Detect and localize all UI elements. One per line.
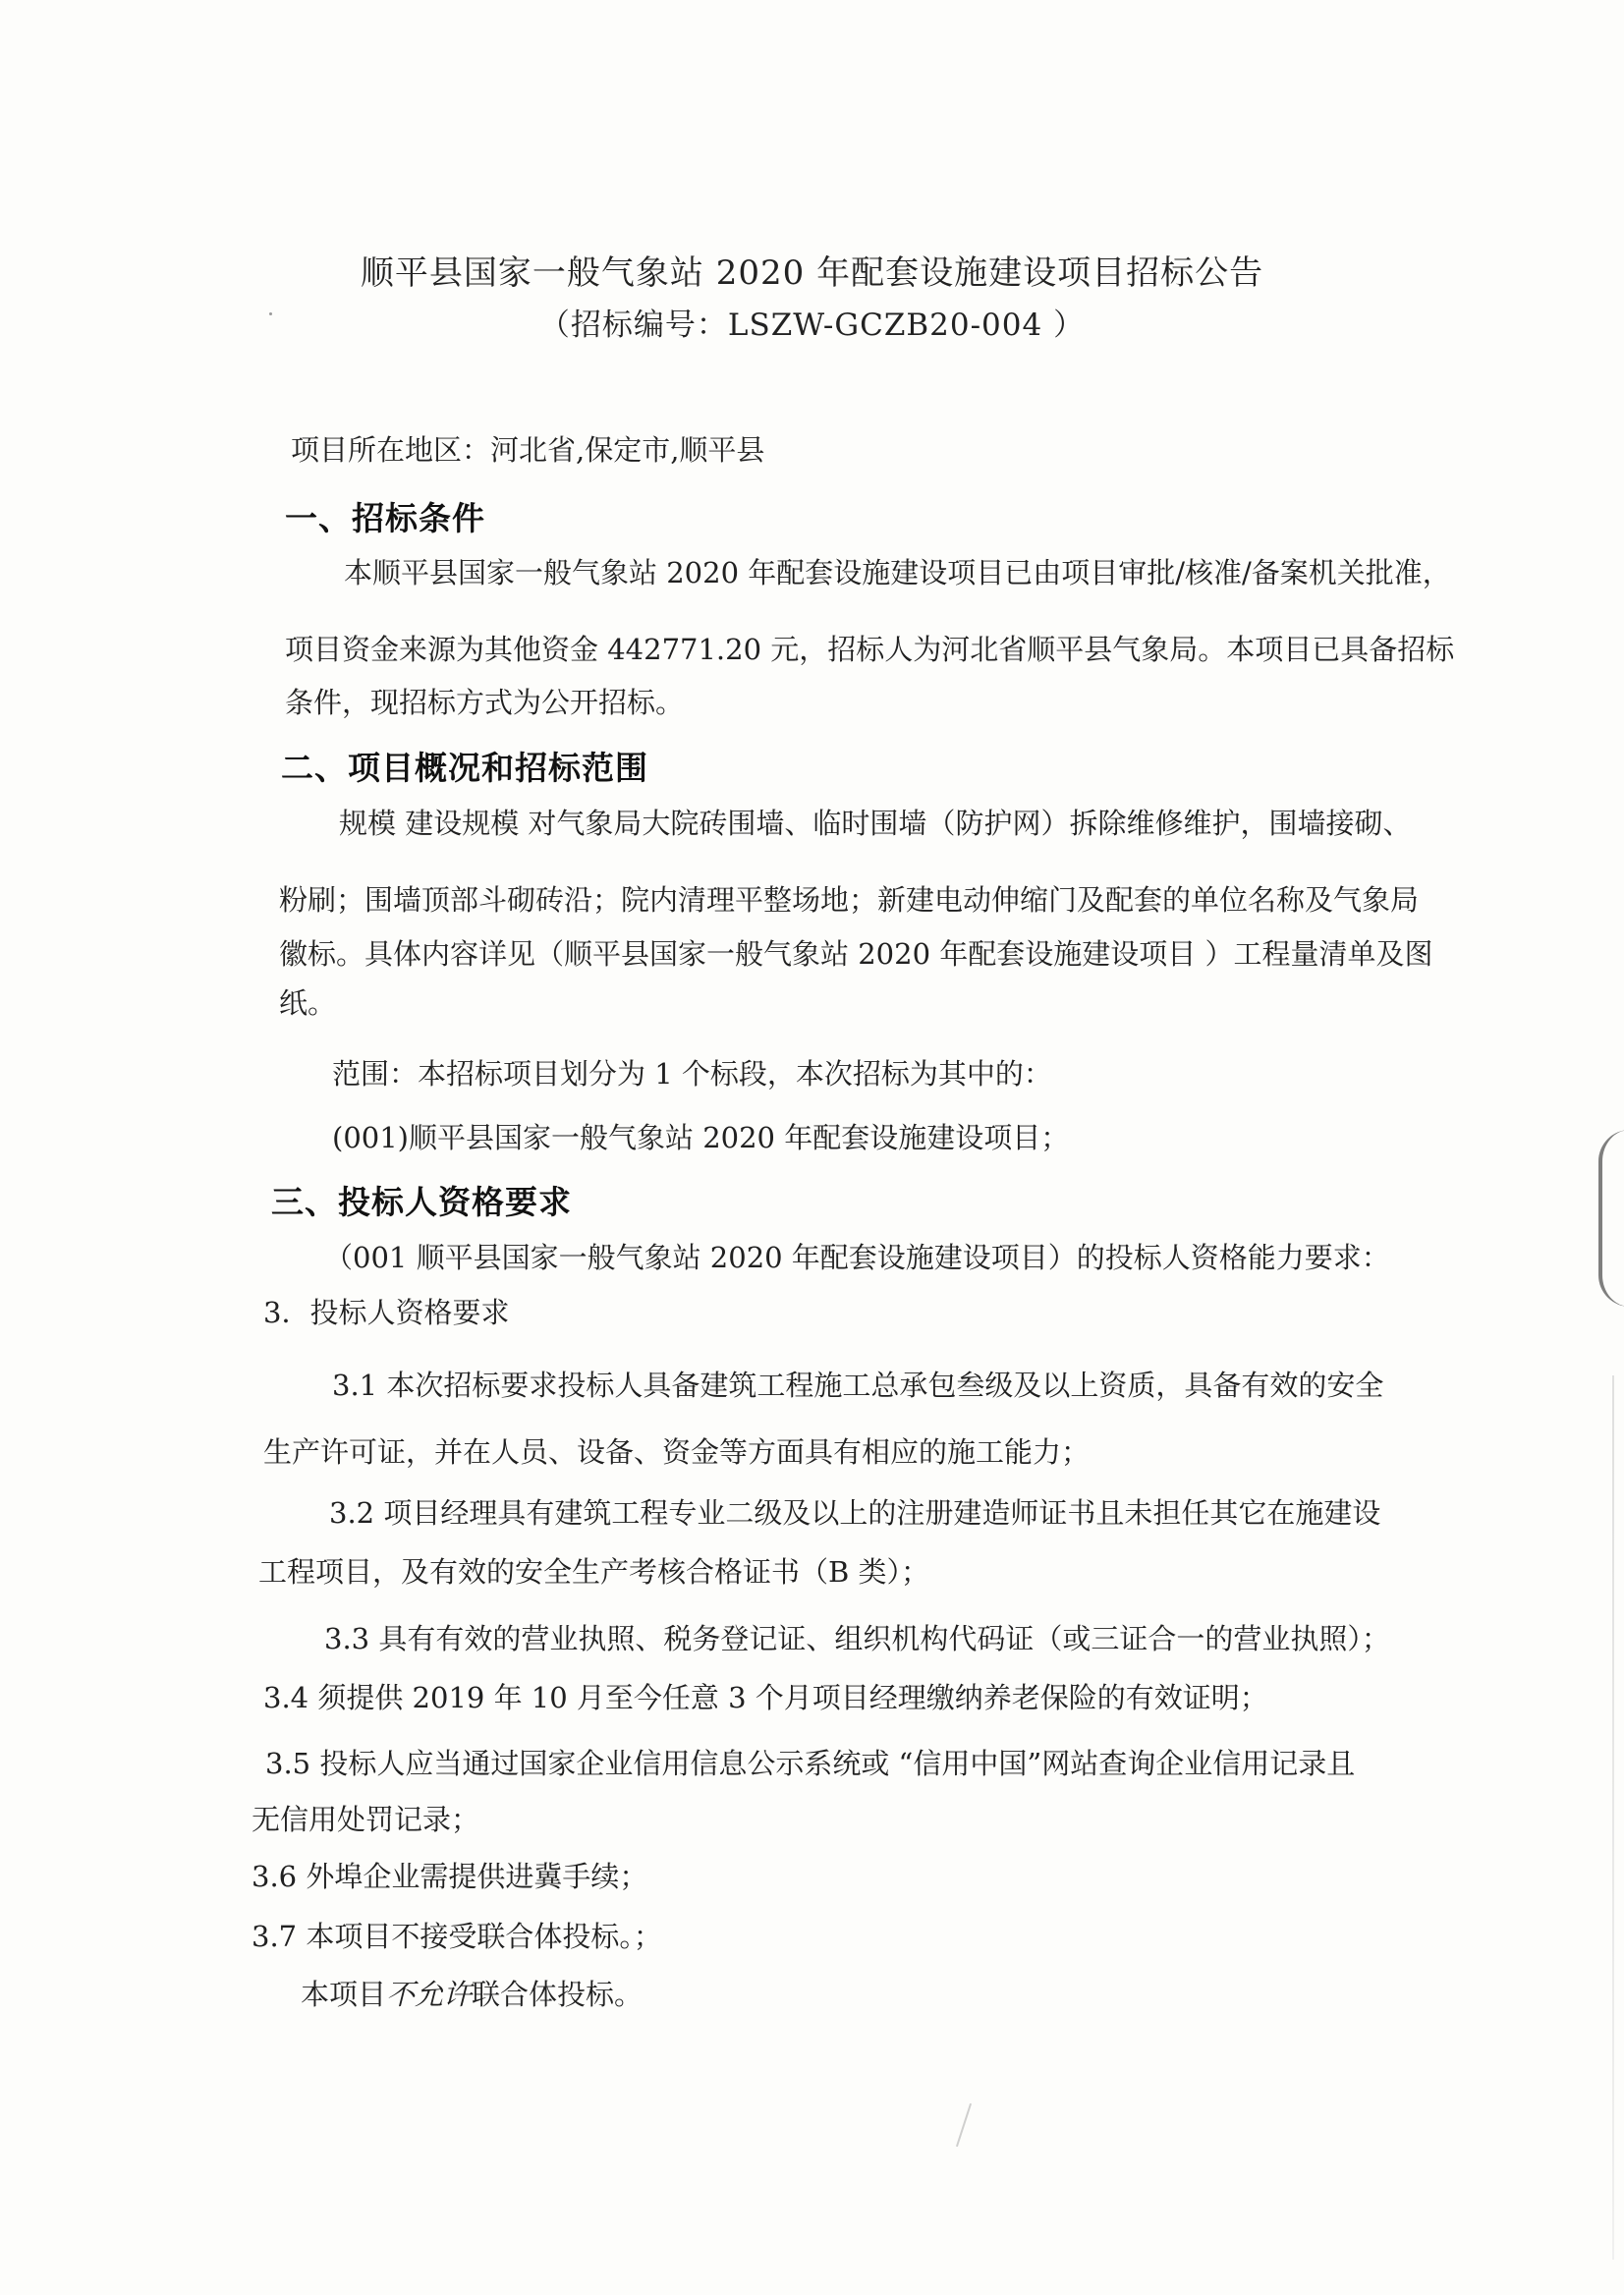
- requirement-3-1-a: 3.1 本次招标要求投标人具备建筑工程施工总承包叁级及以上资质，具备有效的安全: [332, 1369, 1384, 1402]
- section2-line-2: 粉刷；围墙顶部斗砌砖沿；院内清理平整场地；新建电动伸缩门及配套的单位名称及气象局: [279, 883, 1420, 917]
- requirement-3-1-b: 生产许可证，并在人员、设备、资金等方面具有相应的施工能力；: [263, 1435, 1091, 1469]
- requirement-3-2-a: 3.2 项目经理具有建筑工程专业二级及以上的注册建造师证书且未担任其它在施建设: [329, 1496, 1381, 1530]
- consortium-not-allowed: 不允许: [386, 1978, 473, 2011]
- consortium-prefix: 本项目: [301, 1978, 387, 2011]
- tender-code: （招标编号：LSZW-GCZB20-004 ）: [538, 308, 1086, 343]
- section2-item: (001)顺平县国家一般气象站 2020 年配套设施建设项目；: [332, 1121, 1070, 1154]
- requirement-3-4: 3.4 须提供 2019 年 10 月至今任意 3 个月项目经理缴纳养老保险的有效证明；: [263, 1681, 1268, 1714]
- scan-speck: [269, 312, 272, 315]
- requirement-3-5-b: 无信用处罚记录；: [252, 1803, 480, 1836]
- requirement-3-2-b: 工程项目，及有效的安全生产考核合格证书（B 类）；: [258, 1555, 930, 1589]
- section1-line-3: 条件，现招标方式为公开招标。: [285, 686, 685, 719]
- requirement-3-6: 3.6 外埠企业需提供进冀手续；: [252, 1860, 648, 1893]
- section2-line-3: 徽标。具体内容详见（顺平县国家一般气象站 2020 年配套设施建设项目 ）工程量清单及图: [279, 937, 1433, 971]
- binding-hole-mark: [1598, 1130, 1624, 1307]
- section3-intro: （001 顺平县国家一般气象站 2020 年配套设施建设项目）的投标人资格能力要求：: [324, 1241, 1390, 1274]
- section1-heading: 一、招标条件: [285, 499, 485, 537]
- section2-heading: 二、项目概况和招标范围: [281, 749, 648, 787]
- section1-line-1: 本顺平县国家一般气象站 2020 年配套设施建设项目已由项目审批/核准/备案机关批准，: [344, 556, 1451, 589]
- section2-scope: 范围：本招标项目划分为 1 个标段，本次招标为其中的：: [332, 1057, 1052, 1091]
- section2-line-4: 纸。: [279, 986, 337, 1020]
- section1-line-2: 项目资金来源为其他资金 442771.20 元，招标人为河北省顺平县气象局。本项目已具备招标: [285, 633, 1455, 666]
- requirement-3-3: 3.3 具有有效的营业执照、税务登记证、组织机构代码证（或三证合一的营业执照）；: [324, 1622, 1390, 1655]
- consortium-suffix: 联合体投标。: [472, 1978, 644, 2011]
- scan-edge-shadow: [1612, 1375, 1614, 2260]
- project-location: 项目所在地区：河北省,保定市,顺平县: [291, 433, 765, 467]
- section2-line-1: 规模 建设规模 对气象局大院砖围墙、临时围墙（防护网）拆除维修维护，围墙接砌、: [339, 807, 1412, 840]
- scan-artifact: [956, 2103, 972, 2147]
- requirement-3-7: 3.7 本项目不接受联合体投标。；: [252, 1920, 662, 1953]
- section3-subheading: 3．投标人资格要求: [263, 1296, 510, 1329]
- section3-heading: 三、投标人资格要求: [271, 1183, 572, 1221]
- document-title: 顺平县国家一般气象站 2020 年配套设施建设项目招标公告: [360, 253, 1264, 293]
- requirement-3-5-a: 3.5 投标人应当通过国家企业信用信息公示系统或 “信用中国”网站查询企业信用记录且: [265, 1747, 1356, 1780]
- consortium-statement: [301, 1977, 643, 2012]
